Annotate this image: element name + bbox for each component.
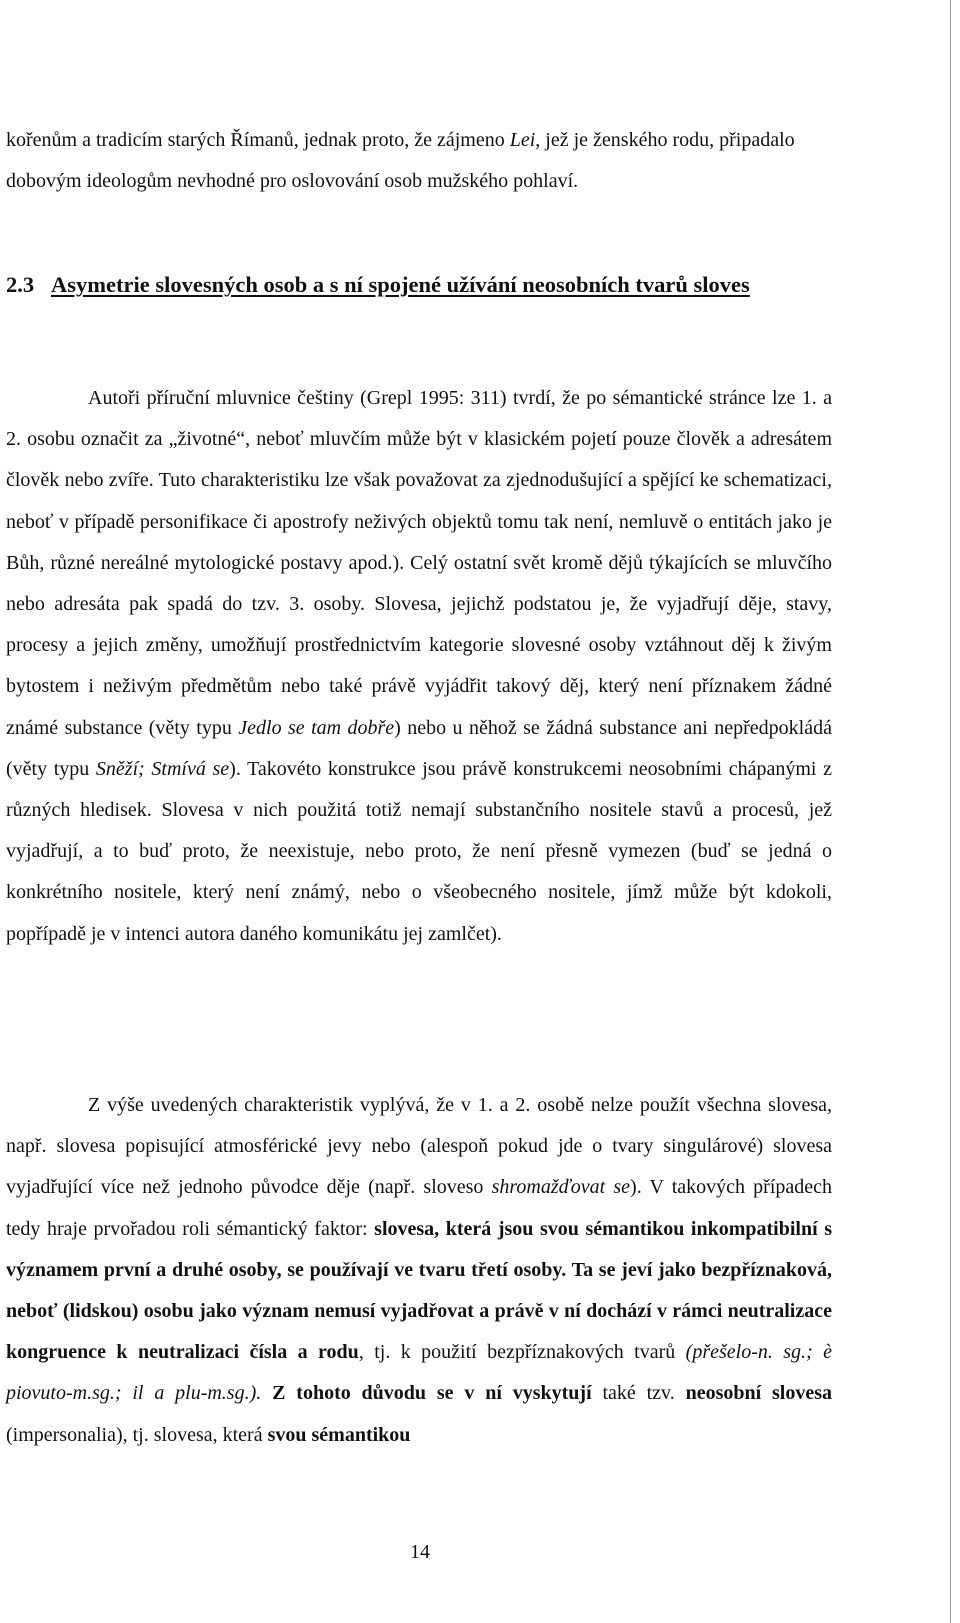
intro-italic-term: Lei	[509, 129, 536, 151]
intro-text-continued: , jež je ženského rodu, připadalo dobovým ideologům nevhodné pro oslovování osob mužského pohlaví.	[6, 129, 795, 192]
p1-italic-example-2: Sněží; Stmívá se	[95, 757, 230, 780]
p2-bold-term: neosobní slovesa	[685, 1382, 833, 1405]
p2-text-1: Z výše uvedených charakteristik vyplývá, že v 1. a 2. osobě nelze použít všechna slovesa, např. slovesa popisující atmosférické jevy nebo (alespoň pokud jde o tvary singulárové) slovesa vyjadřující více než jednoho původce děje (např. sloveso	[6, 1094, 832, 1199]
body-paragraph-1	[6, 378, 832, 955]
intro-text: kořenům a tradicím starých Římanů, jednak proto, že zájmeno	[6, 129, 510, 151]
p2-bold-statement-1: slovesa, která jsou svou sémantikou inkompatibilní s významem první a druhé osoby, se používají ve tvaru třetí osoby. Ta se jeví jako bezpříznaková, neboť (lidskou) osobu jako význam nemusí vyjadřovat a právě v ní dochází v rámci neutralizace kongruence k neutralizaci čísla a rodu	[6, 1217, 832, 1364]
p2-italic-example-1: shromažďovat se	[491, 1176, 631, 1199]
p2-italic-examples: (přešelo-n. sg.; è piovuto-m.sg.; il a plu-m.sg.).	[6, 1341, 832, 1405]
intro-paragraph	[6, 120, 832, 202]
p2-text-3: , tj. k použití bezpříznakových tvarů	[358, 1341, 686, 1364]
p2-text-6: (impersonalia), tj. slovesa, která	[6, 1423, 268, 1446]
body-paragraph-2	[6, 1085, 832, 1456]
p1-text-3: ). Takovéto konstrukce jsou právě konstrukcemi neosobními chápanými z různých hledisek. Slovesa v nich použitá totiž nemají substančního nositele stavů a procesů, jež vyjadřují, a to buď proto, že neexistuje, nebo proto, že není přesně vymezen (buď se jedná o konkrétního nositele, který není známý, nebo o všeobecného nositele, jímž může být kdokoli, popřípadě je v intenci autora daného komunikátu jej zamlčet).	[6, 757, 832, 945]
p2-bold-statement-2: Z tohoto důvodu se v ní vyskytují	[272, 1382, 592, 1405]
p1-text-1: Autoři příruční mluvnice češtiny (Grepl 1995: 311) tvrdí, že po sémantické stránce lze 1. a 2. osobu označit za „životné“, neboť mluvčím může být v klasickém pojetí pouze člověk a adresátem člověk nebo zvíře. Tuto charakteristiku lze však považovat za zjednodušující a spějící ke schematizaci, neboť v případě personifikace či apostrofy neživých objektů tomu tak není, nemluvě o entitách jako je Bůh, různé nereálné mytologické postavy apod.). Celý ostatní svět kromě dějů týkajících se mluvčího nebo adresáta pak spadá do tzv. 3. osoby. Slovesa, jejichž podstatou je, že vyjadřují děje, stavy, procesy a jejich změny, umožňují prostřednictvím kategorie slovesné osoby vztáhnout děj k živým bytostem i neživým předmětům nebo také právě vyjádřit takový děj, který není příznakem žádné známé substance (věty typu	[6, 387, 832, 739]
section-title: Asymetrie slovesných osob a s ní spojené užívání neosobních tvarů sloves	[51, 272, 750, 297]
section-number: 2.3	[6, 272, 35, 297]
section-heading	[6, 267, 832, 302]
p1-text-2: ) nebo u něhož se žádná substance ani nepředpokládá (věty typu	[6, 716, 832, 780]
scan-edge-line	[950, 0, 951, 1623]
p2-bold-statement-3: svou sémantikou	[267, 1423, 411, 1446]
p1-italic-example-1: Jedlo se tam dobře	[238, 716, 395, 739]
page-number: 14	[410, 1541, 430, 1563]
p2-text-5: také tzv.	[591, 1382, 686, 1405]
p2-text-2: ). V takových případech tedy hraje prvořadou roli sémantický faktor:	[6, 1176, 833, 1240]
p2-text-4	[261, 1382, 272, 1404]
